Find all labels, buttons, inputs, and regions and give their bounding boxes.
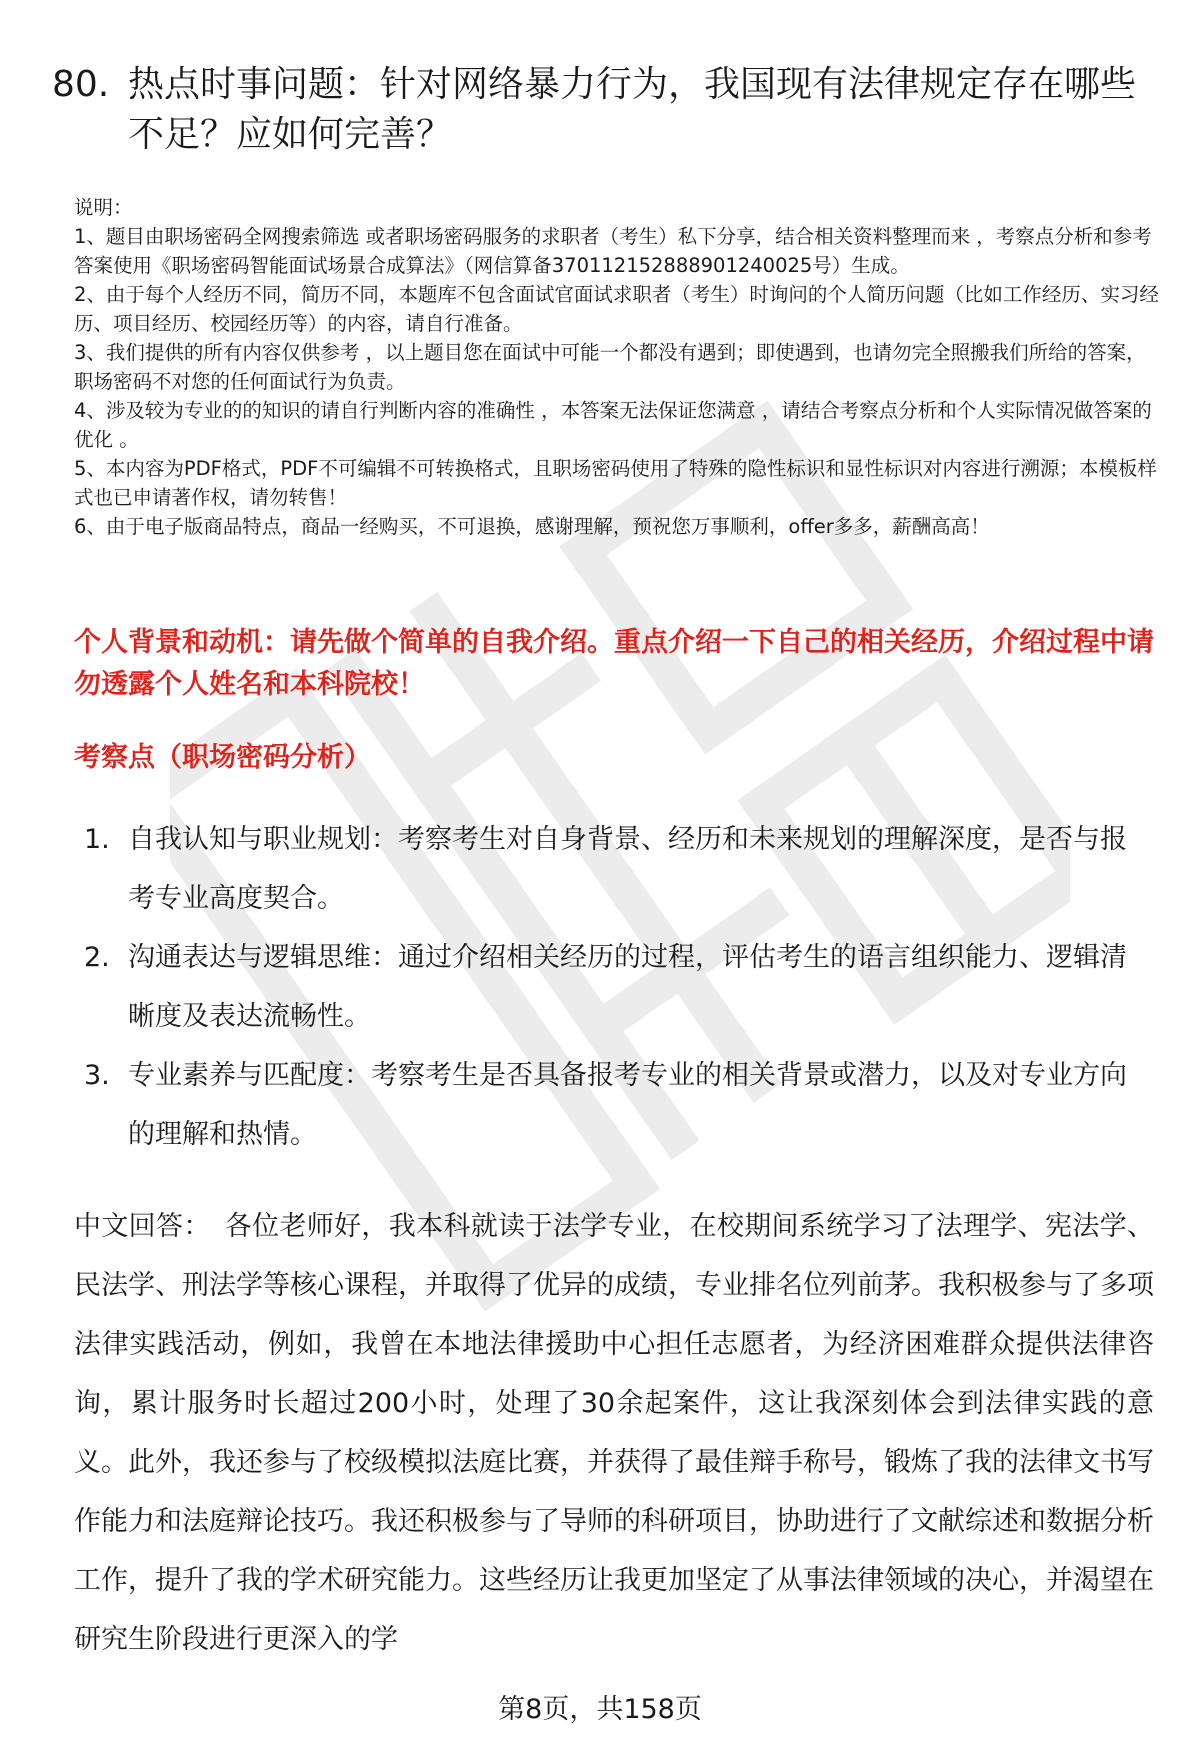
answer-text: 各位老师好，我本科就读于法学专业，在校期间系统学习了法理学、宪法学、民法学、刑法学等核心课程，并取得了优异的成绩，专业排名位列前茅。我积极参与了多项法律实践活动，例如，我曾在本地法律援助中心担任志愿者，为经济困难群众提供法律咨询，累计服务时长超过200小时，处理了30余起案件，这让我深刻体会到法律实践的意义。此外，我还参与了校级模拟法庭比赛，并获得了最佳辩手称号，锻炼了我的法律文书写作能力和法庭辩论技巧。我还积极参与了导师的科研项目，协助进行了文献综述和数据分析工作，提升了我的学术研究能力。这些经历让我更加坚定了从事法律领域的决心，并渴望在研究生阶段进行更深入的学	[74, 1211, 1155, 1655]
point-number: 2.	[84, 942, 110, 973]
analysis-point	[84, 810, 1144, 928]
question-heading	[52, 60, 1152, 160]
notes-block	[74, 193, 1160, 541]
answer-block	[74, 1197, 1154, 1669]
analysis-point	[84, 928, 1144, 1046]
note-item: 1、题目由职场密码全网搜索筛选 或者职场密码服务的求职者（考生）私下分享，结合相关资料整理而来 ，考察点分析和参考答案使用《职场密码智能面试场景合成算法》（网信算备370112152888901240025号）生成。	[74, 225, 1152, 277]
analysis-title: 考察点（职场密码分析）	[74, 742, 371, 773]
point-text: 专业素养与匹配度：考察考生是否具备报考专业的相关背景或潜力，以及对专业方向的理解和热情。	[128, 1060, 1127, 1150]
note-item: 5、本内容为PDF格式，PDF不可编辑不可转换格式，且职场密码使用了特殊的隐性标识和显性标识对内容进行溯源；本模板样式也已申请著作权，请勿转售！	[74, 457, 1157, 509]
background-heading: 个人背景和动机：请先做个简单的自我介绍。重点介绍一下自己的相关经历，介绍过程中请勿透露个人姓名和本科院校！	[74, 627, 1154, 700]
note-item: 6、由于电子版商品特点，商品一经购买，不可退换，感谢理解，预祝您万事顺利，offer多多，薪酬高高！	[74, 515, 990, 538]
page-footer: 第8页，共158页	[498, 1694, 702, 1725]
note-item: 4、涉及较为专业的的知识的请自行判断内容的准确性 ，本答案无法保证您满意 ，请结合考察点分析和个人实际情况做答案的优化 。	[74, 399, 1152, 451]
question-number: 80.	[52, 64, 110, 105]
point-number: 1.	[84, 824, 110, 855]
note-item: 2、由于每个人经历不同，简历不同，本题库不包含面试官面试求职者（考生）时询问的个人简历问题（比如工作经历、实习经历、项目经历、校园经历等）的内容，请自行准备。	[74, 283, 1159, 335]
point-text: 沟通表达与逻辑思维：通过介绍相关经历的过程，评估考生的语言组织能力、逻辑清晰度及表达流畅性。	[128, 942, 1127, 1032]
answer-label: 中文回答：	[74, 1211, 211, 1242]
analysis-points	[84, 810, 1144, 1164]
notes-title: 说明：	[74, 196, 133, 219]
point-number: 3.	[84, 1060, 110, 1091]
point-text: 自我认知与职业规划：考察考生对自身背景、经历和未来规划的理解深度，是否与报考专业高度契合。	[128, 824, 1127, 914]
analysis-point	[84, 1046, 1144, 1164]
note-item: 3、我们提供的所有内容仅供参考 ，以上题目您在面试中可能一个都没有遇到；即使遇到，也请勿完全照搬我们所给的答案，职场密码不对您的任何面试行为负责。	[74, 341, 1146, 393]
question-text: 热点时事问题：针对网络暴力行为，我国现有法律规定存在哪些不足？应如何完善？	[128, 64, 1137, 155]
